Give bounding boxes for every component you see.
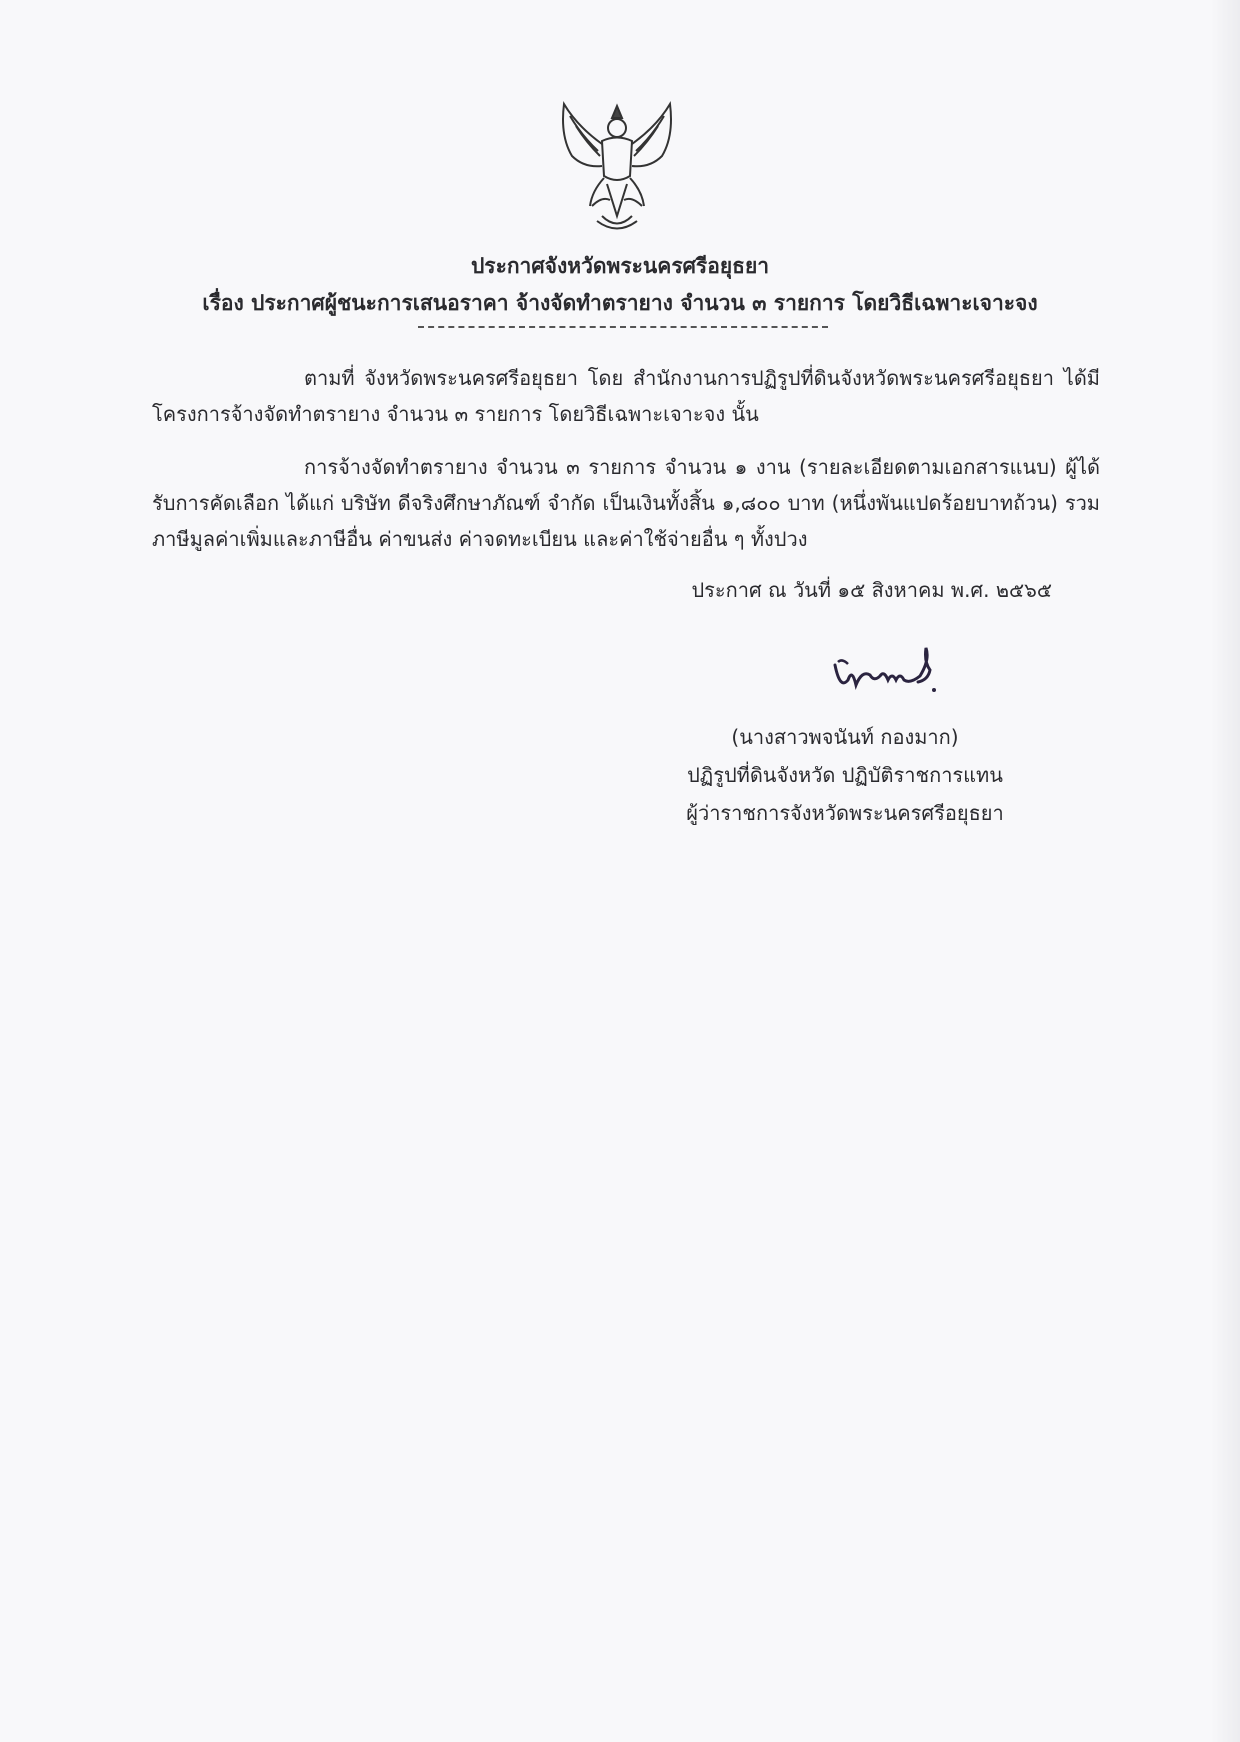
signature <box>830 640 960 700</box>
dashed-divider <box>418 326 828 328</box>
body-paragraph-1: ตามที่ จังหวัดพระนครศรีอยุธยา โดย สำนักงานการปฏิรูปที่ดินจังหวัดพระนครศรีอยุธยา ได้มีโครงการจ้างจัดทำตรายาง จำนวน ๓ รายการ โดยวิธีเฉพาะเจาะจง นั้น <box>152 366 1100 426</box>
announcement-title: ประกาศจังหวัดพระนครศรีอยุธยา <box>470 254 770 278</box>
signer-position-2: ผู้ว่าราชการจังหวัดพระนครศรีอยุธยา <box>686 801 1004 825</box>
announcement-date: ประกาศ ณ วันที่ ๑๕ สิงหาคม พ.ศ. ๒๕๖๕ <box>691 578 1052 602</box>
garuda-emblem-icon <box>552 96 682 236</box>
announcement-subject: เรื่อง ประกาศผู้ชนะการเสนอราคา จ้างจัดทำตรายาง จำนวน ๓ รายการ โดยวิธีเฉพาะเจาะจง <box>202 291 1038 315</box>
signer-block <box>680 718 1010 832</box>
body-paragraph-2: การจ้างจัดทำตรายาง จำนวน ๓ รายการ จำนวน ๑ งาน (รายละเอียดตามเอกสารแนบ) ผู้ได้รับการคัดเลือก ได้แก่ บริษัท ดีจริงศึกษาภัณฑ์ จำกัด เป็นเงินทั้งสิ้น ๑,๘๐๐ บาท (หนึ่งพันแปดร้อยบาทถ้วน) รวมภาษีมูลค่าเพิ่มและภาษีอื่น ค่าขนส่ง ค่าจดทะเบียน และค่าใช้จ่ายอื่น ๆ ทั้งปวง <box>152 455 1100 551</box>
signer-position-1: ปฏิรูปที่ดินจังหวัด ปฏิบัติราชการแทน <box>687 763 1003 787</box>
signer-name: (นางสาวพจนันท์ กองมาก) <box>731 725 959 749</box>
